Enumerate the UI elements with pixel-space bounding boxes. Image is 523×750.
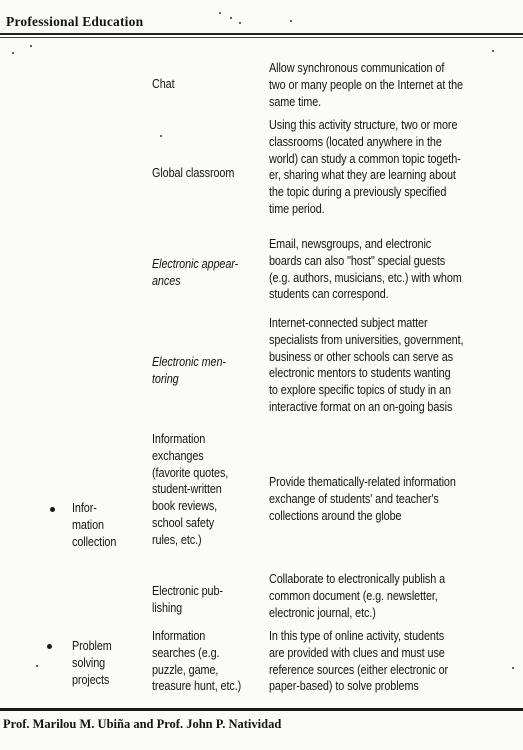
running-footer: Prof. Marilou M. Ubiña and Prof. John P. Natividad bbox=[3, 717, 282, 731]
activity-electronic-appearances: Electronic appear- ances bbox=[152, 257, 239, 288]
header-rule-thin bbox=[0, 37, 523, 38]
description-electronic-publishing: Collaborate to electronically publish a common document (e.g. newsletter, electronic journal, etc.) bbox=[269, 572, 446, 620]
description-information-searches: In this type of online activity, students are provided with clues and must use reference sources (either electronic or paper-based) to solve problems bbox=[269, 629, 449, 694]
category-problem-solving-projects: Problem solving projects bbox=[72, 639, 112, 687]
description-chat: Allow synchronous communication of two or many people on the Internet at the same time. bbox=[269, 61, 463, 109]
bullet-problem-solving bbox=[47, 644, 52, 649]
description-information-exchanges: Provide thematically-related information exchange of students' and teacher's collections around the globe bbox=[269, 475, 456, 523]
activity-chat: Chat bbox=[152, 77, 175, 91]
activity-electronic-publishing: Electronic pub- lishing bbox=[152, 584, 223, 615]
activity-information-searches: Information searches (e.g. puzzle, game, treasure hunt, etc.) bbox=[152, 629, 242, 694]
description-electronic-mentoring: Internet-connected subject matter specialists from universities, government, business or other schools can serve as electronic mentors to students wanting to explore specific topics of study in an interactive format on an on-going basis bbox=[269, 316, 464, 414]
description-electronic-appearances: Email, newsgroups, and electronic boards can also "host" special guests (e.g. authors, musicians, etc.) with whom students can correspond. bbox=[269, 237, 462, 302]
bullet-information-collection bbox=[50, 507, 55, 512]
activity-electronic-mentoring: Electronic men- toring bbox=[152, 355, 226, 386]
footer-rule bbox=[0, 708, 523, 711]
activity-information-exchanges: Information exchanges (favorite quotes, student-written book reviews, school safety rules, etc.) bbox=[152, 432, 229, 547]
activity-global-classroom: Global classroom bbox=[152, 166, 235, 180]
description-global-classroom: Using this activity structure, two or more classrooms (located anywhere in the world) can study a common topic togeth- er, sharing what they are learning about the topic during a previously specified time period. bbox=[269, 118, 461, 216]
running-header: Professional Education bbox=[6, 14, 144, 29]
category-information-collection: Infor- mation collection bbox=[72, 501, 117, 549]
header-rule-thick bbox=[0, 33, 523, 35]
